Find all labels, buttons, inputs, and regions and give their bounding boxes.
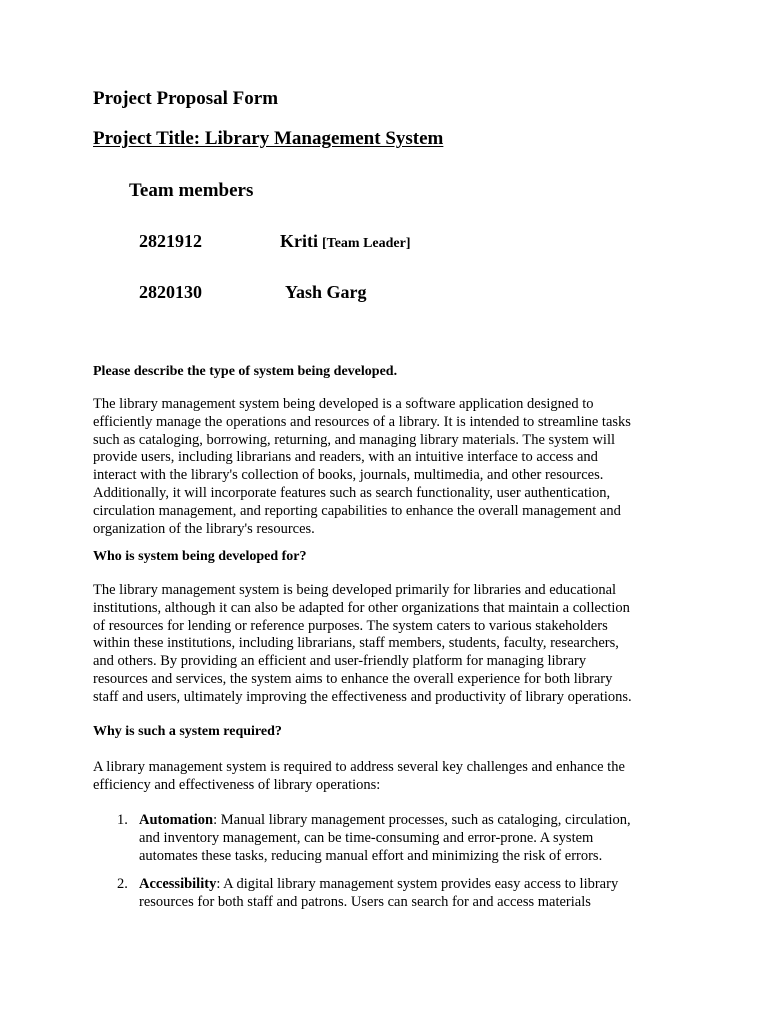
list-line: resources for both staff and patrons. Users can search for and access materials <box>139 893 591 910</box>
list-text: : Manual library management processes, such as cataloging, circulation, <box>213 812 631 828</box>
member-1-name-row <box>280 231 411 252</box>
answer-line: efficiency and effectiveness of library operations: <box>93 776 381 793</box>
list-number: 2. <box>117 876 128 892</box>
list-line: and inventory management, can be time-consuming and error-prone. A system <box>139 829 594 846</box>
answer-line: A library management system is required to address several key challenges and enhance the <box>93 759 625 775</box>
member-2-name: Yash Garg <box>285 282 367 302</box>
answer-line: efficiently manage the operations and resources of a library. It is intended to streamline tasks <box>93 413 631 430</box>
member-1-id: 2821912 <box>139 231 202 251</box>
answer-line: circulation management, and reporting capabilities to enhance the overall management and <box>93 502 621 519</box>
list-term: Accessibility <box>139 876 217 892</box>
project-title: Project Title: Library Management System <box>93 128 444 149</box>
answer-line: resources and services, the system aims to enhance the overall experience for both library <box>93 670 613 687</box>
answer-line: interact with the library's collection of books, journals, multimedia, and other resources. <box>93 467 604 484</box>
answer-why-required <box>93 759 683 795</box>
answer-line: provide users, including librarians and readers, with an intuitive interface to access and <box>93 449 598 466</box>
list-first-line <box>139 812 679 830</box>
member-2-id: 2820130 <box>139 282 202 302</box>
answer-line: staff and users, ultimately improving the effectiveness and productivity of library operations. <box>93 688 632 705</box>
answer-target-users <box>93 582 683 707</box>
answer-system-type <box>93 396 683 538</box>
answer-line: organization of the library's resources. <box>93 520 315 537</box>
list-text: : A digital library management system provides easy access to library <box>216 876 619 892</box>
answer-line: The library management system is being developed primarily for libraries and educational <box>93 582 617 598</box>
member-1-role: [Team Leader] <box>322 236 411 251</box>
question-target-users: Who is system being developed for? <box>93 549 307 564</box>
form-title: Project Proposal Form <box>93 88 279 109</box>
answer-line: within these institutions, including librarians, staff members, students, faculty, researchers, <box>93 635 619 652</box>
answer-line: of resources for lending or reference purposes. The system caters to various stakeholders <box>93 617 608 634</box>
list-line: automates these tasks, reducing manual effort and minimizing the risk of errors. <box>139 847 603 864</box>
member-1-name: Kriti <box>280 231 318 251</box>
question-why-required: Why is such a system required? <box>93 724 282 739</box>
question-system-type: Please describe the type of system being developed. <box>93 364 398 379</box>
list-number: 1. <box>117 812 128 828</box>
answer-line: The library management system being developed is a software application designed to <box>93 396 594 412</box>
answer-line: Additionally, it will incorporate features such as search functionality, user authentication, <box>93 484 611 501</box>
answer-line: and others. By providing an efficient and user-friendly platform for managing library <box>93 653 587 670</box>
answer-line: institutions, although it can also be adapted for other organizations that maintain a collection <box>93 599 630 616</box>
list-first-line <box>139 876 679 894</box>
list-term: Automation <box>139 812 214 828</box>
answer-line: such as cataloging, borrowing, returning, and managing library materials. The system will <box>93 431 616 448</box>
team-members-heading: Team members <box>129 180 254 201</box>
